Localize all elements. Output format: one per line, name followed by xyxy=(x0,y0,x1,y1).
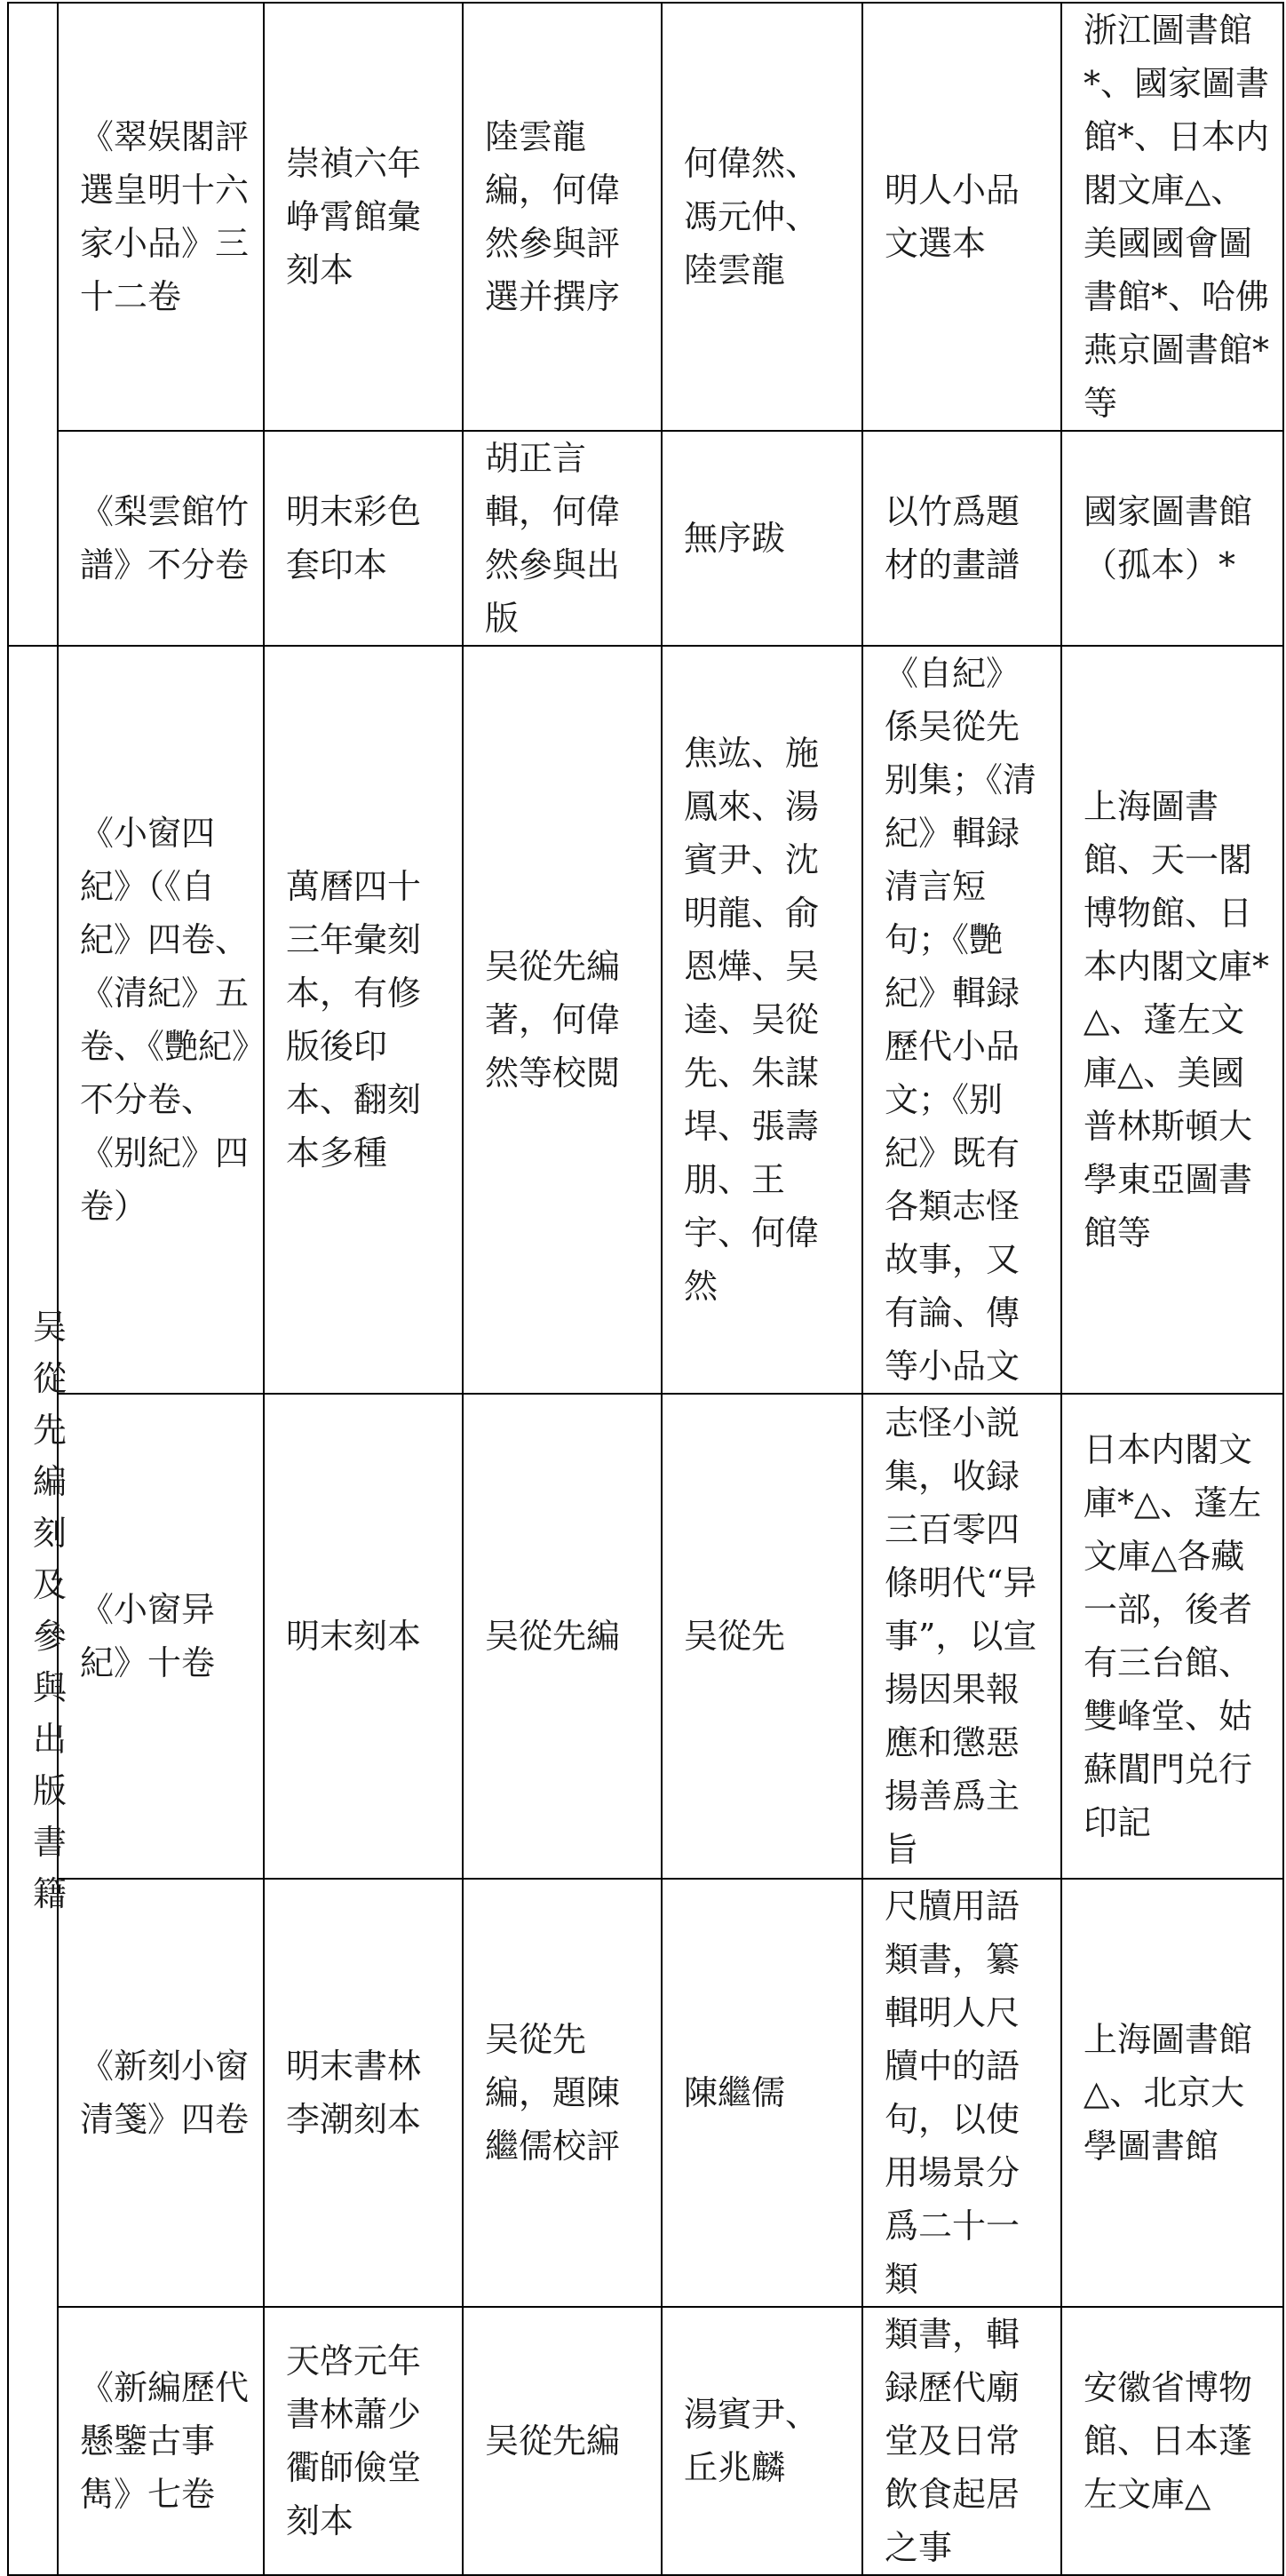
cell-contributors: 陳繼儒 xyxy=(662,1879,862,2307)
table-row xyxy=(8,1394,1283,1879)
table-row xyxy=(8,3,1283,431)
cell-holdings: 日本内閣文庫*△、蓬左文庫△各藏一部，後者有三台館、雙峰堂、姑蘇閶門兑行印記 xyxy=(1061,1394,1283,1879)
group-label-wu: 吴從先編刻及參與出版書籍 xyxy=(32,1307,67,1913)
cell-content: 《自紀》係吴從先别集；《清紀》輯録清言短句；《艷紀》輯録歷代小品文；《别紀》既有各類志怪故事，又有論、傳等小品文 xyxy=(862,646,1061,1394)
cell-content: 尺牘用語類書，纂輯明人尺牘中的語句，以使用場景分爲二十一類 xyxy=(862,1879,1061,2307)
cell-edition: 萬曆四十三年彙刻本，有修版後印本、翻刻本多種 xyxy=(264,646,463,1394)
cell-holdings: 浙江圖書館*、國家圖書館*、日本内閣文庫△、美國國會圖書館*、哈佛燕京圖書館*等 xyxy=(1061,3,1283,431)
cell-content: 以竹爲題材的畫譜 xyxy=(862,431,1061,646)
cell-holdings: 國家圖書館（孤本）* xyxy=(1061,431,1283,646)
cell-holdings: 安徽省博物館、日本蓬左文庫△ xyxy=(1061,2307,1283,2575)
group-cell-wu xyxy=(8,646,67,2575)
table-row xyxy=(8,431,1283,646)
cell-contributors: 焦竑、施鳳來、湯賓尹、沈明龍、俞恩燁、吴逵、吴從先、朱謀垾、張壽朋、王宇、何偉然 xyxy=(662,646,862,1394)
cell-editor: 吴從先編 xyxy=(463,1394,662,1879)
cell-contributors: 湯賓尹、丘兆麟 xyxy=(662,2307,862,2575)
cell-holdings: 上海圖書館、天一閣博物館、日本内閣文庫*△、蓬左文庫△、美國普林斯頓大學東亞圖書館等 xyxy=(1061,646,1283,1394)
cell-content: 類書，輯録歷代廟堂及日常飲食起居之事 xyxy=(862,2307,1061,2575)
cell-content: 明人小品文選本 xyxy=(862,3,1061,431)
cell-edition: 明末書林李潮刻本 xyxy=(264,1879,463,2307)
cell-editor: 吴從先編 xyxy=(463,2307,662,2575)
cell-content: 志怪小説集，收録三百零四條明代“异事”，以宣揚因果報應和懲惡揚善爲主旨 xyxy=(862,1394,1061,1879)
cell-edition: 明末刻本 xyxy=(264,1394,463,1879)
cell-title: 《小窗四紀》（《自紀》四卷、《清紀》五卷、《艷紀》不分卷、《别紀》四卷） xyxy=(58,646,264,1394)
cell-edition: 天啓元年書林蕭少衢師儉堂刻本 xyxy=(264,2307,463,2575)
table-row xyxy=(8,2307,1283,2575)
cell-editor: 陸雲龍編，何偉然參與評選并撰序 xyxy=(463,3,662,431)
cell-title: 《小窗异紀》十卷 xyxy=(58,1394,264,1879)
table-row xyxy=(8,646,1283,1394)
cell-edition: 明末彩色套印本 xyxy=(264,431,463,646)
book-catalog-table xyxy=(7,2,1284,2576)
cell-title: 《新編歷代懸鑒古事雋》七卷 xyxy=(58,2307,264,2575)
cell-editor: 胡正言輯，何偉然參與出版 xyxy=(463,431,662,646)
group-cell-top xyxy=(8,3,58,646)
cell-edition: 崇禎六年峥霄館彙刻本 xyxy=(264,3,463,431)
cell-title: 《梨雲館竹譜》不分卷 xyxy=(58,431,264,646)
cell-contributors: 何偉然、馮元仲、陸雲龍 xyxy=(662,3,862,431)
table-row xyxy=(8,1879,1283,2307)
cell-contributors: 無序跋 xyxy=(662,431,862,646)
cell-contributors: 吴從先 xyxy=(662,1394,862,1879)
cell-title: 《翠娱閣評選皇明十六家小品》三十二卷 xyxy=(58,3,264,431)
cell-holdings: 上海圖書館△、北京大學圖書館 xyxy=(1061,1879,1283,2307)
cell-editor: 吴從先編著，何偉然等校閲 xyxy=(463,646,662,1394)
cell-title: 《新刻小窗清箋》四卷 xyxy=(58,1879,264,2307)
cell-editor: 吴從先編，題陳繼儒校評 xyxy=(463,1879,662,2307)
